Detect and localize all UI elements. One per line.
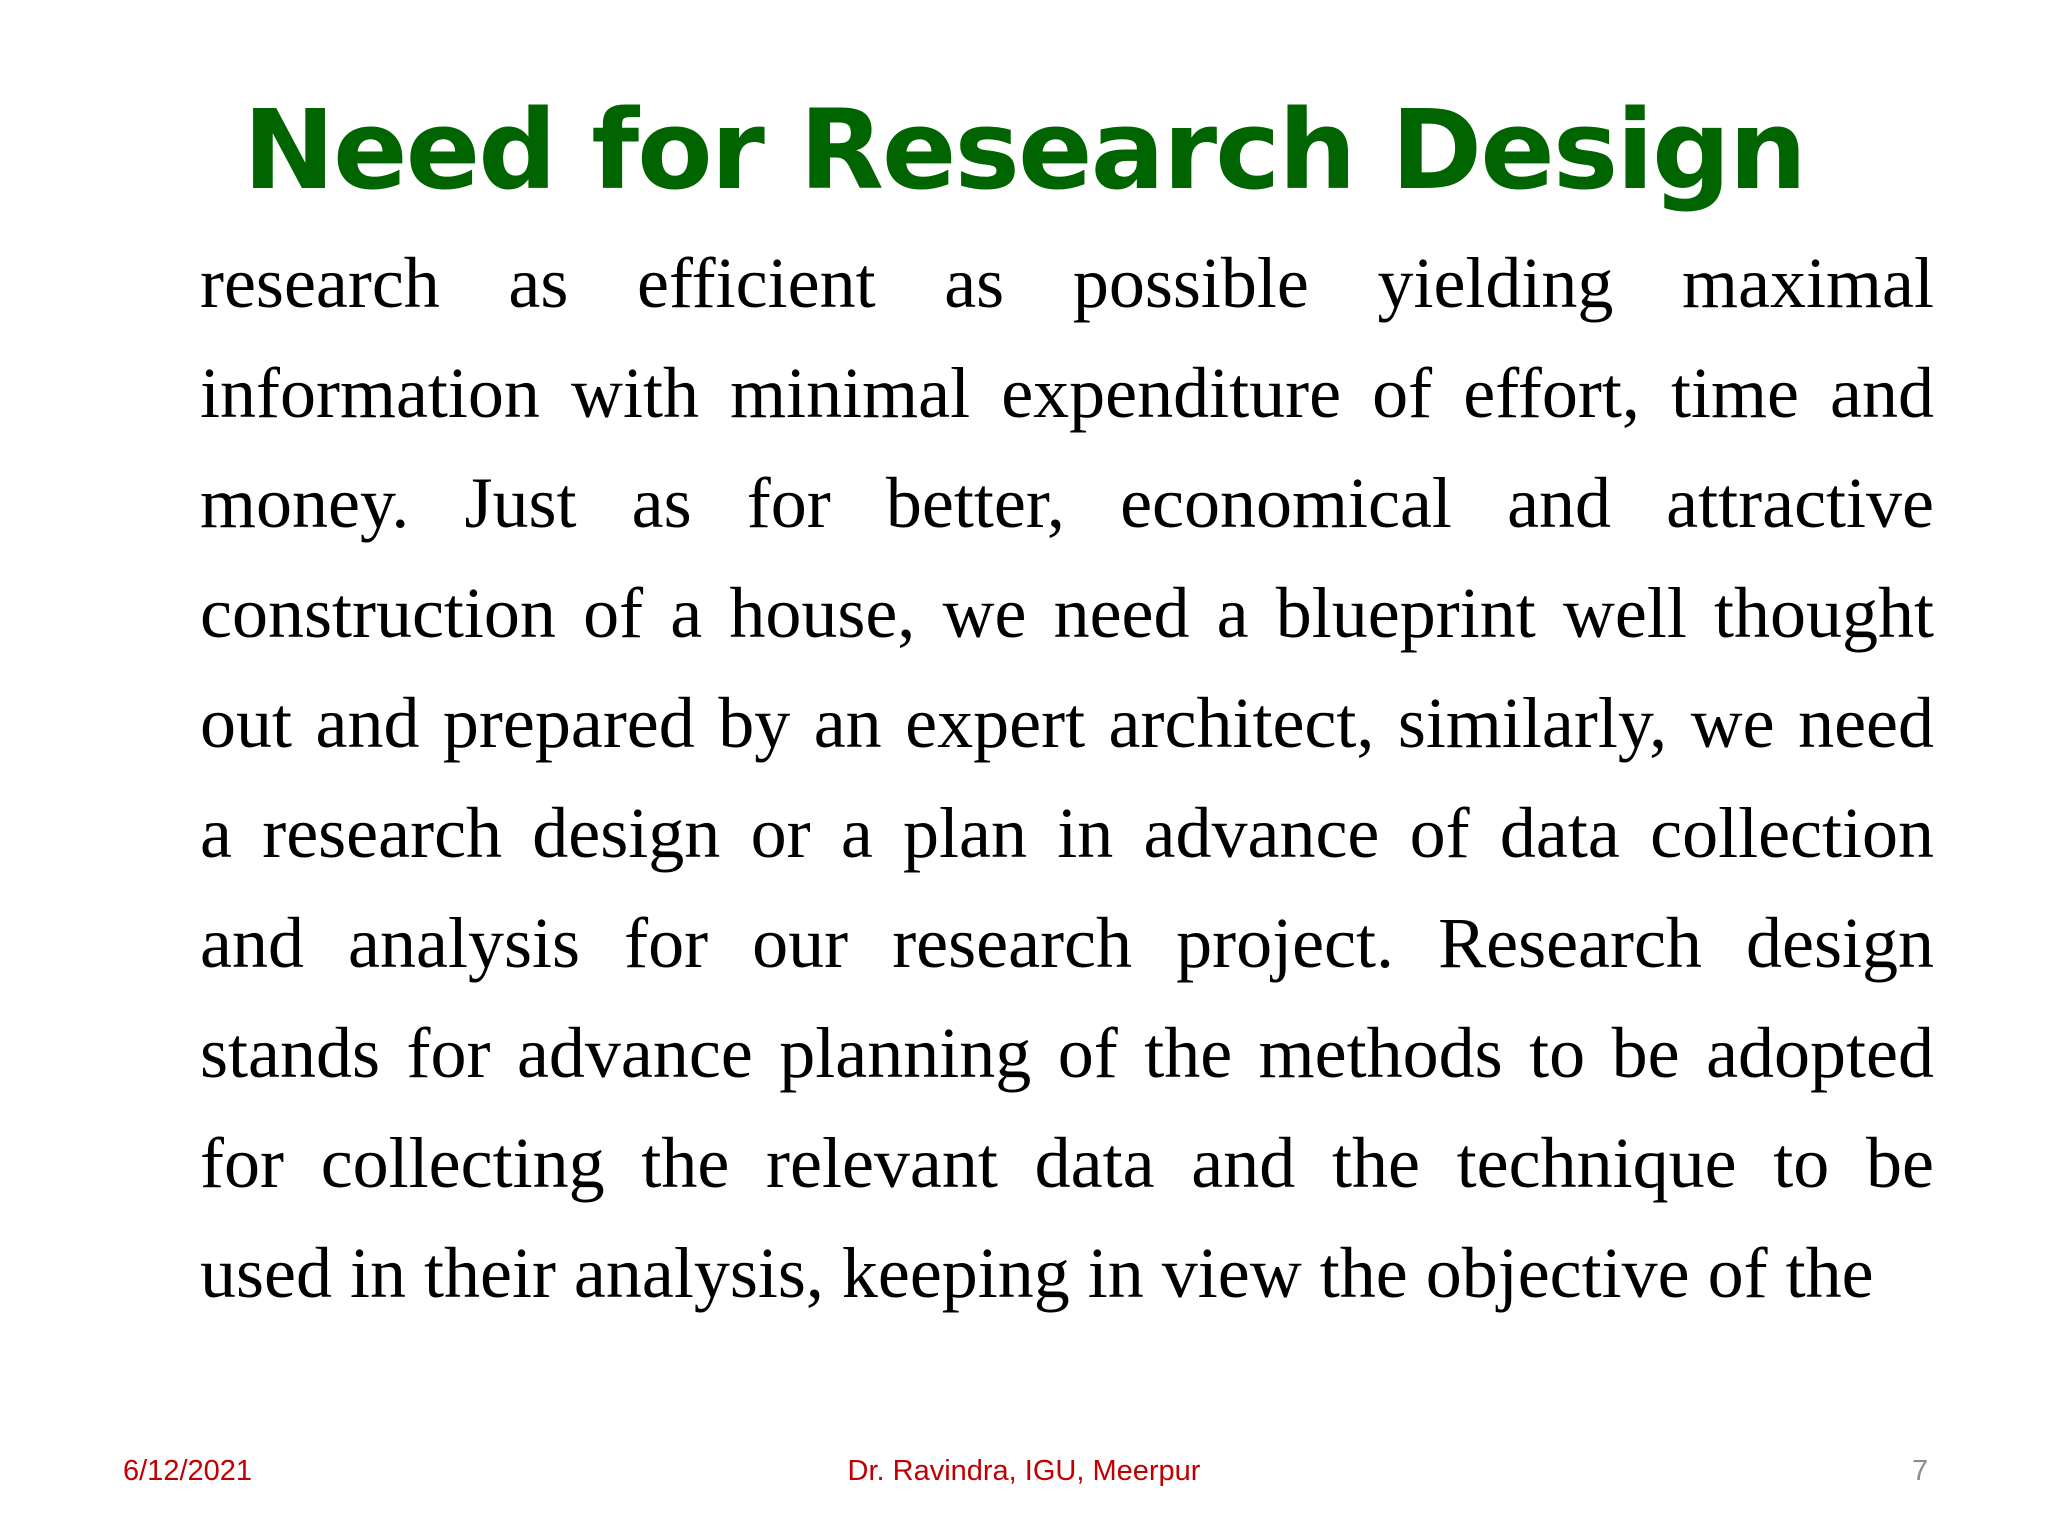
body-line: construction of a house, we need a blueprint well thought (200, 573, 1934, 653)
body-line: out and prepared by an expert architect, similarly, we need (200, 683, 1934, 763)
body-line: used in their analysis, keeping in view the objective of the (200, 1233, 1874, 1313)
body-line: money. Just as for better, economical and attractive (200, 463, 1934, 543)
body-line: information with minimal expenditure of effort, time and (200, 353, 1934, 433)
body-line: for collecting the relevant data and the technique to be (200, 1123, 1934, 1203)
slide-page-number: 7 (1912, 1455, 1929, 1487)
body-line: a research design or a plan in advance of data collection (200, 793, 1934, 873)
footer-author: Dr. Ravindra, IGU, Meerpur (847, 1455, 1201, 1487)
slide-title: Need for Research Design (242, 86, 1806, 214)
body-line: stands for advance planning of the methods to be adopted (200, 1013, 1934, 1093)
body-line: and analysis for our research project. Research design (200, 903, 1934, 983)
body-paragraph (200, 238, 1934, 1338)
footer-date: 6/12/2021 (123, 1455, 253, 1487)
body-line: research as efficient as possible yielding maximal (200, 243, 1934, 323)
